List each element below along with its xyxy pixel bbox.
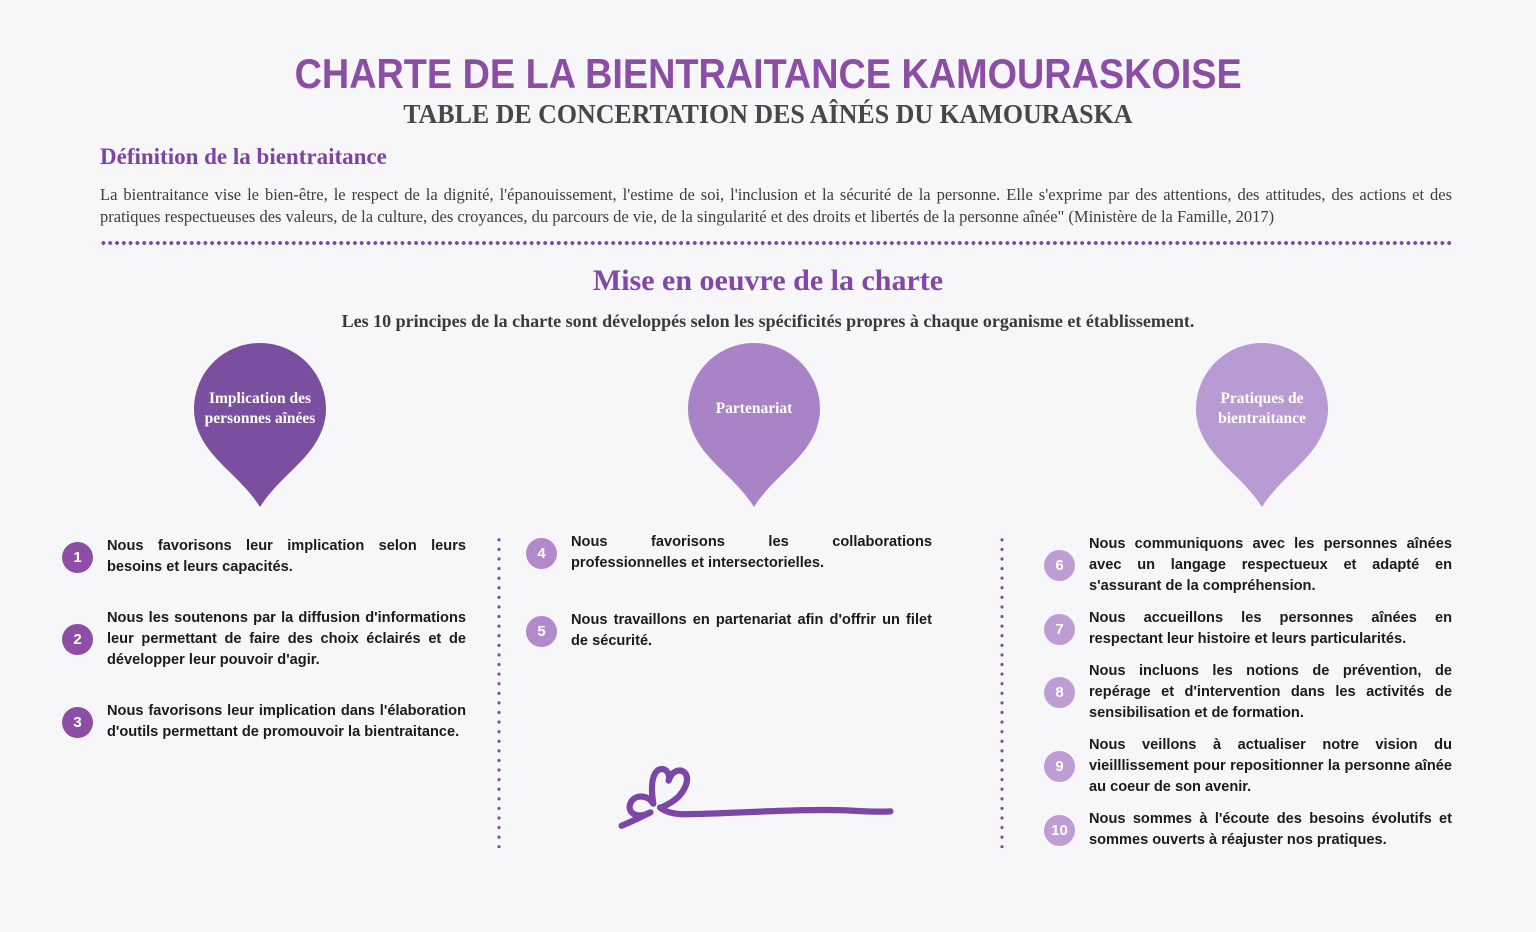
principle-item-10 [1044, 809, 1452, 851]
principle-item-9 [1044, 735, 1452, 798]
principle-number-badge: 8 [1044, 677, 1075, 708]
principles-column-partenariat [526, 532, 932, 652]
pin-partenariat [688, 343, 820, 507]
page-title: CHARTE DE LA BIENTRAITANCE KAMOURASKOISE [294, 50, 1242, 97]
principle-number-badge: 3 [62, 707, 93, 738]
heart-squiggle-drawing [612, 752, 900, 840]
pin-label-pratiques: Pratiques de bientraitance [1218, 389, 1306, 427]
definition-body: La bientraitance vise le bien-être, le respect de la dignité, l'épanouissement, l'estime de soi, l'inclusion et la sécurité de la personne. Elle s'exprime par des attentions, des attitudes, des actions et des pratiques respectueuses des valeurs, de la culture, des croyances, du parcours de vie, de la singularité et des droits et libertés de la personne aînée" (Ministère de la Famille, 2017) [100, 185, 1452, 226]
principle-text: Nous favorisons les collaborations professionnelles et intersectorielles. [571, 534, 932, 571]
pin-pratiques [1196, 343, 1328, 507]
pin-implication [194, 343, 326, 507]
implementation-heading: Mise en oeuvre de la charte [592, 264, 944, 297]
implementation-subheading: Les 10 principes de la charte sont développés selon les spécificités propres à chaque organisme et établissement. [341, 311, 1195, 331]
principles-column-pratiques [1044, 534, 1452, 851]
pin-label-implication: Implication des personnes aînées [204, 389, 316, 427]
principle-item-2 [62, 608, 466, 671]
principle-number-badge: 5 [526, 616, 557, 647]
principle-text: Nous communiquons avec les personnes aînées avec un langage respectueux et adapté en s'assurant de la compréhension. [1089, 536, 1452, 594]
principle-number-badge: 4 [526, 538, 557, 569]
principle-number-badge: 9 [1044, 751, 1075, 782]
principle-item-7 [1044, 608, 1452, 650]
principle-text: Nous favorisons leur implication selon leurs besoins et leurs capacités. [107, 538, 466, 575]
principle-item-3 [62, 701, 466, 743]
principle-number-badge: 2 [62, 624, 93, 655]
principle-number-badge: 6 [1044, 550, 1075, 581]
principle-text: Nous les soutenons par la diffusion d'informations leur permettant de faire des choix éclairés et de développer leur pouvoir d'agir. [107, 610, 466, 668]
pin-label-partenariat: Partenariat [715, 399, 793, 417]
principle-item-4 [526, 532, 932, 574]
dotted-vertical-divider-right [1000, 535, 1004, 848]
principle-item-1 [62, 536, 466, 578]
heart-squiggle-path [622, 769, 891, 826]
principle-text: Nous sommes à l'écoute des besoins évolutifs et sommes ouverts à réajuster nos pratiques. [1089, 811, 1452, 848]
page-subtitle: TABLE DE CONCERTATION DES AÎNÉS DU KAMOURASKA [403, 99, 1133, 129]
definition-heading: Définition de la bientraitance [100, 144, 387, 169]
principles-column-implication [62, 536, 466, 743]
principle-text: Nous travaillons en partenariat afin d'offrir un filet de sécurité. [571, 612, 932, 649]
dotted-vertical-divider-left [497, 535, 501, 848]
dotted-horizontal-divider [100, 240, 1452, 246]
principle-item-8 [1044, 661, 1452, 724]
principle-number-badge: 1 [62, 542, 93, 573]
principle-text: Nous incluons les notions de prévention, de repérage et d'intervention dans les activités de sensibilisation et de formation. [1089, 663, 1452, 721]
principle-number-badge: 7 [1044, 614, 1075, 645]
principle-item-5 [526, 610, 932, 652]
principle-number-badge: 10 [1044, 815, 1075, 846]
principle-text: Nous accueillons les personnes aînées en respectant leur histoire et leurs particularités. [1089, 610, 1452, 647]
principle-text: Nous veillons à actualiser notre vision du vieilllissement pour repositionner la personne aînée au coeur de son avenir. [1089, 737, 1452, 795]
principle-item-6 [1044, 534, 1452, 597]
principle-text: Nous favorisons leur implication dans l'élaboration d'outils permettant de promouvoir la bientraitance. [107, 703, 466, 740]
